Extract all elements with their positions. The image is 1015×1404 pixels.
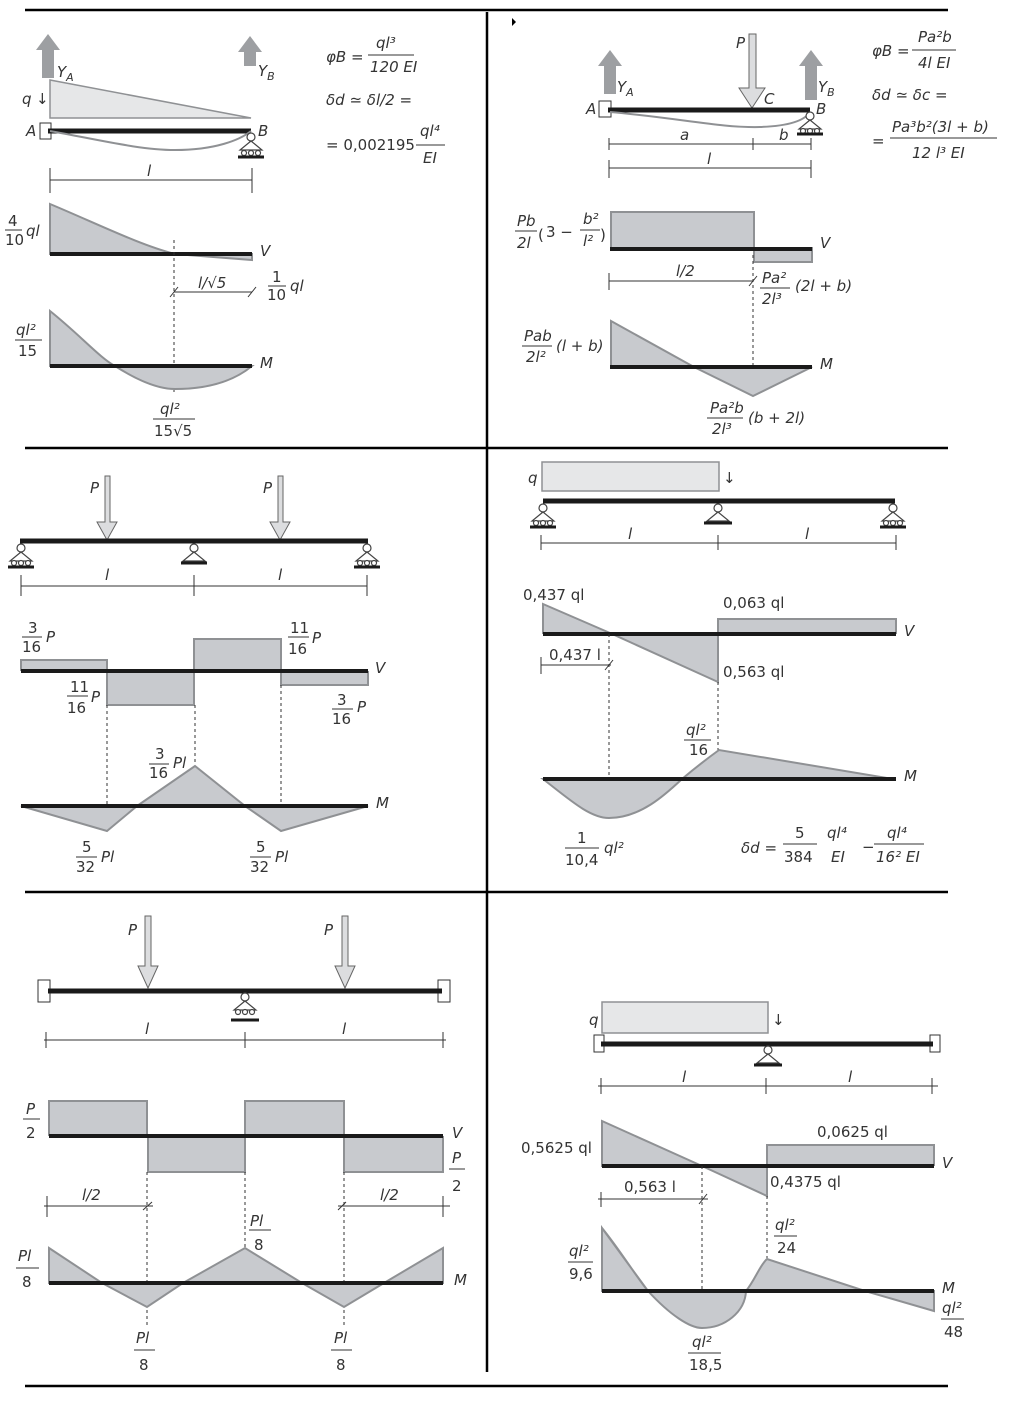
delta-c-den: 16² EI (876, 848, 920, 866)
delta-a-num: 5 (795, 824, 805, 842)
node-b: B (258, 122, 269, 140)
shear-right-num: Pa² (762, 269, 787, 287)
shear-v4-num: 3 (337, 691, 347, 709)
moment-mid-num: ql² (686, 721, 706, 739)
delta-c-num: ql⁴ (887, 824, 907, 842)
pin-support-icon (704, 504, 732, 523)
dim-a: a (680, 126, 690, 144)
moment-left-num: ql² (16, 321, 36, 339)
delta-a-den: 384 (784, 848, 813, 866)
triangular-load (50, 80, 251, 118)
udl-load (542, 462, 719, 491)
moment-diagram (611, 321, 694, 367)
phi-den: 4l EI (918, 54, 951, 72)
moment-m2-num: Pl (334, 1329, 348, 1347)
point-load-arrow-icon (97, 476, 117, 540)
moment-right-num: ql² (942, 1299, 962, 1317)
roller-support-icon (530, 504, 556, 527)
load-label-1: P (128, 921, 138, 939)
moment-m2-den: 8 (336, 1356, 346, 1374)
panel-1 (5, 34, 445, 440)
moment-left-den: 8 (22, 1273, 32, 1291)
moment-label: M (454, 1271, 467, 1289)
moment-m2-suffix: Pl (275, 848, 289, 866)
load-label: q (22, 90, 32, 108)
shear-label: V (942, 1154, 953, 1172)
shear-right-den: 2 (452, 1177, 462, 1195)
reaction-label-ya: $Y_A$ (617, 78, 634, 99)
reaction-label-yb: $Y_B$ (258, 62, 275, 83)
span-label-1: l (145, 1020, 150, 1038)
roller-support-icon (880, 504, 906, 527)
phi-lhs: φB = (872, 42, 910, 60)
moment-left-num: ql² (569, 1242, 589, 1260)
shear-left-den: 2l (517, 234, 531, 252)
shear-v3-den: 16 (288, 640, 308, 658)
shear-diagram (602, 1121, 702, 1166)
moment-label: M (820, 355, 833, 373)
shear-v2: 0,0625 ql (817, 1123, 888, 1141)
delta-b-num: ql⁴ (827, 824, 847, 842)
deflection-curve (610, 112, 810, 127)
load-label: q (589, 1011, 599, 1029)
shear-v2-num: 11 (70, 678, 90, 696)
shear-v1: 0,5625 ql (521, 1139, 592, 1157)
moment-mid-den: 8 (254, 1236, 264, 1254)
moment-mid-num: 3 (155, 745, 165, 763)
moment-m1-suffix: Pl (101, 848, 115, 866)
paren-close: ) (600, 226, 606, 244)
phi-num: Pa²b (918, 28, 952, 46)
moment-left-den: 15 (18, 342, 38, 360)
shear-label: V (452, 1124, 463, 1142)
moment-m2-den: 32 (250, 858, 270, 876)
moment-min-den: 10,4 (565, 851, 599, 869)
node-a: A (586, 100, 597, 118)
shear-label: V (820, 234, 831, 252)
shear-diagram (49, 1101, 147, 1135)
moment-m1-den: 32 (76, 858, 96, 876)
shear-v1-den: 16 (22, 638, 42, 656)
moment-left-num: Pab (524, 327, 552, 345)
moment-min-suffix: ql² (604, 839, 624, 857)
delta-line1: δd ≃ δc = (872, 86, 948, 104)
phi-num: ql³ (376, 34, 396, 52)
panel-6 (521, 1002, 964, 1374)
delta-b-den: EI (831, 848, 845, 866)
shear-left-num: 4 (8, 212, 18, 230)
shear-right-den: 2l³ (762, 290, 782, 308)
down-arrow-icon: ↓ (772, 1011, 785, 1029)
shear-dim-1: l/2 (82, 1186, 101, 1204)
span-label: l (147, 162, 152, 180)
shear-label: V (375, 659, 386, 677)
shear-right-suffix: ql (290, 277, 304, 295)
shear-v3-suffix: P (312, 629, 322, 647)
moment-diagram (543, 779, 682, 818)
shear-left-num: P (26, 1100, 36, 1118)
delta-den: 12 l³ EI (912, 144, 965, 162)
shear-left-den: 10 (5, 231, 25, 249)
moment-m1-den: 8 (139, 1356, 149, 1374)
shear-v2: 0,063 ql (723, 594, 785, 612)
moment-diagram (50, 311, 115, 366)
moment-label: M (260, 354, 273, 372)
moment-label: M (942, 1279, 955, 1297)
shear-dim: l/2 (676, 262, 695, 280)
deflection-curve (50, 131, 251, 150)
shear-dim: 0,563 l (624, 1178, 676, 1196)
paren-open: ( (538, 226, 544, 244)
moment-mid-den: 24 (777, 1239, 797, 1257)
moment-left-den: 2l² (526, 348, 546, 366)
shear-v1-suffix: P (46, 628, 56, 646)
delta-line2: = 0,002195 (326, 136, 415, 154)
shear-dim: l/√5 (198, 274, 227, 292)
shear-right-num: P (452, 1149, 462, 1167)
moment-mid-den: 16 (689, 741, 709, 759)
shear-v1: 0,437 ql (523, 586, 585, 604)
point-load-arrow-icon (138, 916, 158, 988)
shear-v2-suffix: P (91, 688, 101, 706)
point-load-arrow-icon (335, 916, 355, 988)
equals: = (872, 132, 885, 150)
down-arrow-icon: ↓ (723, 469, 736, 487)
pin-support-icon (181, 544, 207, 563)
delta-den: EI (423, 149, 437, 167)
shear-right-suffix: (2l + b) (795, 277, 853, 295)
moment-min-den: 18,5 (689, 1356, 723, 1374)
shear-left-paren: 3 − (546, 223, 573, 241)
moment-min-suffix: (b + 2l) (748, 409, 806, 427)
shear-left-num: Pb (517, 212, 536, 230)
reaction-label-ya: $Y_A$ (57, 63, 74, 84)
shear-label: V (904, 622, 915, 640)
span-label-2: l (805, 525, 810, 543)
panel-4 (523, 462, 924, 869)
shear-v4-den: 16 (332, 710, 352, 728)
moment-m2-num: 5 (256, 838, 266, 856)
dim-l: l (707, 150, 712, 168)
shear-right-num: 1 (272, 268, 282, 286)
shear-diagram (611, 212, 754, 248)
dim-b: b (779, 126, 789, 144)
moment-diagram (602, 1228, 648, 1291)
shear-v1-num: 3 (28, 619, 38, 637)
moment-label: M (376, 794, 389, 812)
shear-diagram (21, 660, 107, 670)
moment-left-num: Pl (18, 1247, 32, 1265)
shear-inner-den: l² (583, 232, 594, 250)
moment-mid-den: 16 (149, 764, 169, 782)
marker-icon (512, 18, 516, 26)
moment-min-num: Pa²b (710, 399, 744, 417)
delta-lhs: δd = (741, 839, 778, 857)
roller-support-icon (354, 544, 380, 567)
moment-left-suffix: (l + b) (556, 337, 604, 355)
shear-left-suffix: ql (26, 222, 40, 240)
pin-support-icon (754, 1046, 782, 1065)
span-label-2: l (278, 566, 283, 584)
panel-5 (16, 916, 467, 1374)
delta-line1: δd ≃ δl/2 = (326, 91, 413, 109)
moment-m1-num: 5 (82, 838, 92, 856)
load-label: q (528, 469, 538, 487)
moment-min-num: ql² (160, 400, 180, 418)
moment-min-den: 15√5 (154, 422, 193, 440)
roller-support-icon (8, 544, 34, 567)
span-label-1: l (105, 566, 110, 584)
point-load-arrow-icon (270, 476, 290, 540)
delta-num: ql⁴ (420, 122, 440, 140)
load-label-2: P (263, 479, 273, 497)
panel-2 (515, 28, 997, 438)
span-label-2: l (848, 1068, 853, 1086)
shear-label: V (260, 242, 271, 260)
shear-inner-num: b² (583, 210, 599, 228)
shear-dim-2: l/2 (380, 1186, 399, 1204)
node-c: C (764, 90, 775, 108)
moment-mid-suffix: Pl (173, 754, 187, 772)
moment-min-num: 1 (577, 829, 587, 847)
span-label-2: l (342, 1020, 347, 1038)
panel-3 (8, 476, 389, 876)
moment-diagram (21, 806, 137, 831)
down-arrow-icon: ↓ (36, 90, 49, 108)
udl-load (602, 1002, 768, 1033)
phi-den: 120 EI (370, 58, 418, 76)
moment-min-num: ql² (692, 1333, 712, 1351)
delta-num: Pa³b²(3l + b) (892, 118, 989, 136)
shear-left-den: 2 (26, 1124, 36, 1142)
node-b: B (816, 100, 827, 118)
roller-support-icon (231, 993, 259, 1020)
shear-dim: 0,437 l (549, 646, 601, 664)
moment-m1-num: Pl (136, 1329, 150, 1347)
shear-v2-den: 16 (67, 699, 87, 717)
moment-diagram (49, 1248, 102, 1283)
phi-lhs: φB = (326, 48, 364, 66)
shear-v3-num: 11 (290, 619, 310, 637)
load-label: P (736, 34, 746, 52)
span-label-1: l (628, 525, 633, 543)
moment-left-den: 9,6 (569, 1265, 593, 1283)
moment-min-den: 2l³ (712, 420, 732, 438)
load-label-1: P (90, 479, 100, 497)
load-label-2: P (324, 921, 334, 939)
moment-label: M (904, 767, 917, 785)
node-a: A (26, 122, 37, 140)
shear-right-den: 10 (267, 286, 287, 304)
moment-mid-num: ql² (775, 1216, 795, 1234)
reaction-label-yb: $Y_B$ (818, 78, 835, 99)
shear-v3: 0,4375 ql (770, 1173, 841, 1191)
shear-v3: 0,563 ql (723, 663, 785, 681)
span-label-1: l (682, 1068, 687, 1086)
shear-v4-suffix: P (357, 698, 367, 716)
shear-diagram (543, 604, 610, 633)
moment-mid-num: Pl (250, 1212, 264, 1230)
moment-right-den: 48 (944, 1323, 964, 1341)
shear-diagram (50, 204, 175, 254)
delta-minus: − (862, 838, 875, 856)
